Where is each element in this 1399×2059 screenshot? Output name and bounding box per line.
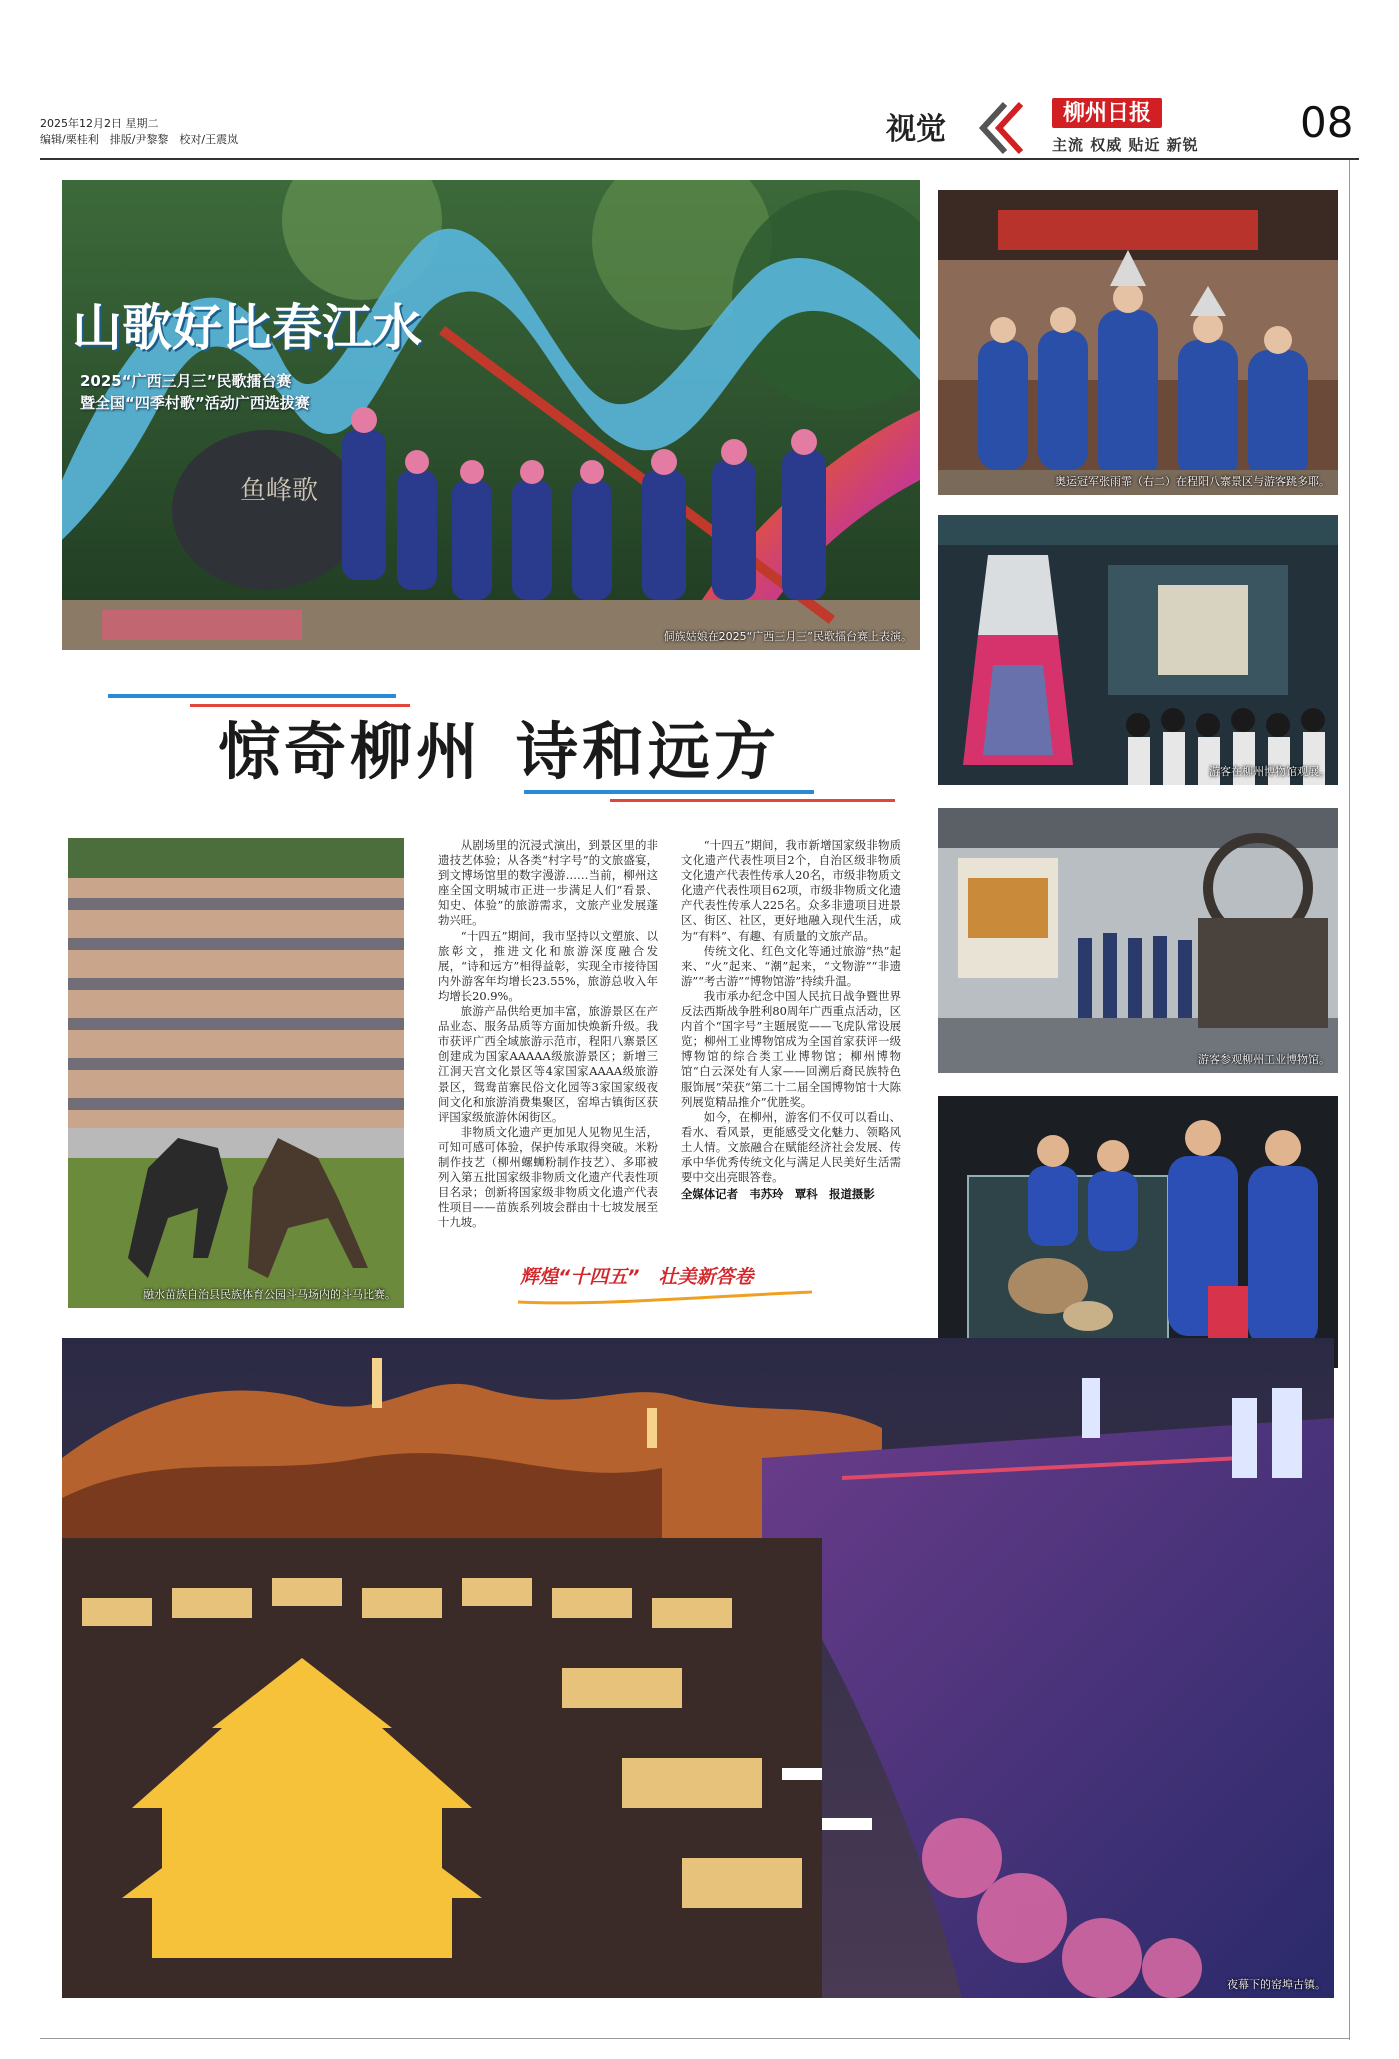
night-photo xyxy=(62,1338,1334,1998)
series-swoosh xyxy=(516,1290,816,1306)
hero-photo xyxy=(62,180,920,650)
museum3-photo xyxy=(938,1096,1338,1368)
chevron-left-icon xyxy=(975,100,1025,156)
byline: 全媒体记者 韦苏玲 覃科 报道摄影 xyxy=(681,1187,875,1202)
header-rule xyxy=(40,158,1359,160)
horse-caption: 融水苗族自治县民族体育公园斗马场内的斗马比赛。 xyxy=(143,1288,396,1301)
article-paragraph: “十四五”期间，我市坚持以文塑旅、以旅彰文，推进文化和旅游深度融合发展，“诗和远方”相得益彰，实现全市接待国内外游客年均增长23.55%，旅游总收入年均增长20.9%。 xyxy=(438,928,658,1003)
article-paragraph: 如今，在柳州，游客们不仅可以看山、看水、看风景，更能感受文化魅力、领略风土人情。文旅融合在赋能经济社会发展、传承中华优秀传统文化与满足人民美好生活需要中交出亮眼答卷。 xyxy=(681,1109,901,1185)
article-paragraph: 我市承办纪念中国人民抗日战争暨世界反法西斯战争胜利80周年广西重点活动，区内首个“国字号”主题展览——飞虎队常设展览；柳州工业博物馆成为全国首家获评一级博物馆的综合类工业博物馆；柳州博物馆“白云深处有人家——回溯后裔民族特色服饰展”荣获“第二十二届全国博物馆十大陈列展览精品推介”优胜奖。 xyxy=(681,988,901,1109)
frame-rule xyxy=(1349,160,1350,2040)
masthead-meta xyxy=(40,116,238,148)
series-tag: 辉煌“十四五” 壮美新答卷 xyxy=(520,1266,754,1288)
festival-photo xyxy=(938,190,1338,495)
issue-date: 2025年12月2日 星期二 xyxy=(40,117,159,130)
hero-caption: 侗族姑娘在2025“广西三月三”民歌擂台赛上表演。 xyxy=(663,630,912,643)
article-paragraph: 旅游产品供给更加丰富，旅游景区在产品业态、服务品质等方面加快焕新升级。我市获评广西全域旅游示范市，程阳八寨景区创建成为国家AAAAA级旅游景区；新增三江洞天宫文化景区等4家国家AAAA级旅游景区，鸳鸯苗寨民俗文化园等3家国家级夜间文化和旅游消费集聚区，窑埠古镇街区获评国家级旅游休闲街区。 xyxy=(438,1004,658,1124)
headline-part2: 诗和远方 xyxy=(516,715,781,788)
staff-credits: 编辑/栗桂利 排版/尹黎黎 校对/王震岚 xyxy=(40,133,239,146)
night-caption: 夜幕下的窑埠古镇。 xyxy=(1227,1978,1326,1991)
article-paragraph: 传统文化、红色文化等通过旅游“热”起来、“火”起来、“潮”起来，“文物游”“非遗游”“考古游”“博物馆游”持续升温。 xyxy=(681,943,901,988)
museum2-photo xyxy=(938,808,1338,1073)
headline-bar-red-bottom xyxy=(610,799,895,802)
article-paragraph: 从剧场里的沉浸式演出，到景区里的非遗技艺体验；从各类“村字号”的文旅盛宴，到文博场馆里的数字漫游……当前，柳州这座全国文明城市正进一步满足人们“看景、知史、体验”的旅游需求，文旅产业发展蓬勃兴旺。 xyxy=(438,838,658,928)
newspaper-slogan: 主流 权威 贴近 新锐 xyxy=(1052,136,1199,154)
hero-rock-text: 鱼峰歌 xyxy=(240,476,319,506)
museum2-caption: 游客参观柳州工业博物馆。 xyxy=(1198,1053,1330,1066)
headline xyxy=(218,702,780,791)
article-column-1 xyxy=(438,838,658,1230)
page-number: 08 xyxy=(1300,98,1354,147)
section-title: 视觉 xyxy=(886,112,946,147)
headline-bar-blue-bottom xyxy=(524,790,814,794)
bottom-rule xyxy=(40,2038,1350,2039)
article-paragraph: 非物质文化遗产更加见人见物见生活，可知可感可体验，保护传承取得突破。米粉制作技艺（柳州螺蛳粉制作技艺）、多耶被列入第五批国家级非物质文化遗产代表性项目名录；创新将国家级非物质文化遗产代表性项目——苗族系列坡会群由十七坡发展至十九坡。 xyxy=(438,1124,658,1230)
article-column-2 xyxy=(681,838,901,1202)
hero-sign-title: 山歌好比春江水 xyxy=(72,299,422,357)
hero-sign-line2: 暨全国“四季村歌”活动广西选拔赛 xyxy=(80,394,310,412)
article-paragraph: “十四五”期间，我市新增国家级非物质文化遗产代表性项目2个，自治区级非物质文化遗产代表性传承人20名，市级非物质文化遗产代表性项目62项，市级非物质文化遗产代表性传承人225名。众多非遗项目进景区、街区、社区，更好地融入现代生活，成为“有料”、有趣、有质量的文旅产品。 xyxy=(681,838,901,943)
horse-photo xyxy=(68,838,404,1308)
headline-bar-blue xyxy=(108,694,396,698)
festival-caption: 奥运冠军张雨霏（右二）在程阳八寨景区与游客跳多耶。 xyxy=(1055,475,1330,488)
museum1-caption: 游客在柳州博物馆观展。 xyxy=(1209,765,1330,778)
hero-sign-line1: 2025“广西三月三”民歌擂台赛 xyxy=(80,372,292,390)
museum1-photo xyxy=(938,515,1338,785)
headline-part1: 惊奇柳州 xyxy=(218,715,483,788)
newspaper-logo: 柳州日报 xyxy=(1052,98,1162,128)
